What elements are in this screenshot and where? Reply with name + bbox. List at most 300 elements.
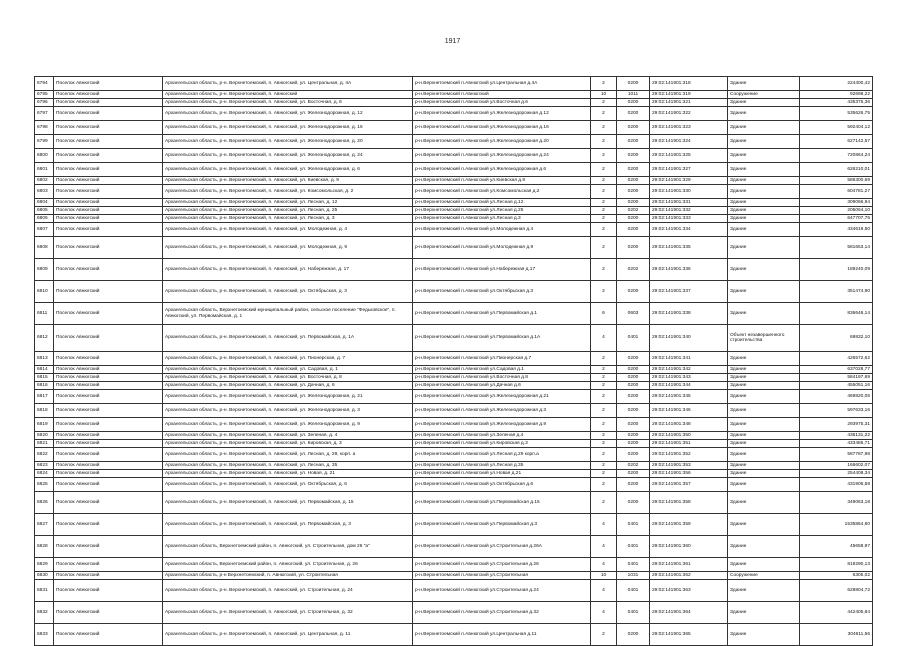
address-cell: Архангельская область, р-н. Верхнетоемский, п. Авнюгский, ул. Пионерская, д. 7 <box>163 352 413 366</box>
address-cell: Архангельская область, р-н. Верхнетоемский, п. Авнюгский, ул. Первомайская, д. 15 <box>163 492 413 514</box>
subtype-code-cell: 0401 <box>617 602 650 624</box>
address-cell: Архангельская область, р-н. Верхнетоемский, п. Авнюгский, ул. Первомайская, д. 1А <box>163 325 413 352</box>
type-code-cell: 4 <box>591 558 617 572</box>
address-cell: Архангельская область, р-н. Верхнетоемский, п. Авнюгский, ул. Железнодорожная, д. 9 <box>163 418 413 432</box>
subtype-code-cell: 0200 <box>617 352 650 366</box>
location-cell: р-н.Верхнетоемский п.Авнюгский ул.Зеленая д.4 <box>413 432 591 440</box>
subtype-code-cell: 0200 <box>617 185 650 199</box>
location-cell: р-н.Верхнетоемский п.Авнюгский ул.Первомайская д.15 <box>413 492 591 514</box>
cadastral-number-cell: 29:02:141901:362 <box>650 572 728 580</box>
address-cell: Архангельская область, р-н. Верхнетоемский, п. Авнюгский, ул. Железнодорожная, д. 21 <box>163 390 413 404</box>
type-code-cell: 2 <box>591 448 617 462</box>
cadastral-number-cell: 29:02:141901:319 <box>650 91 728 99</box>
cadastral-number-cell: 29:02:141901:361 <box>650 558 728 572</box>
object-type-cell: Здание <box>728 303 800 325</box>
subtype-code-cell: 0200 <box>617 478 650 492</box>
cadastral-number-cell: 29:02:141901:345 <box>650 390 728 404</box>
cadastral-number-cell: 29:02:141901:365 <box>650 624 728 646</box>
table-row <box>35 536 873 558</box>
type-code-cell: 2 <box>591 237 617 259</box>
row-number-cell: 6831 <box>35 580 54 602</box>
cadastral-number-cell: 29:02:141901:333 <box>650 215 728 223</box>
location-cell: р-н.Верхнетоемский п.Авнюгский ул.Железнодорожная д.12 <box>413 107 591 121</box>
row-number-cell: 6827 <box>35 514 54 536</box>
table-row <box>35 99 873 107</box>
address-cell: Архангельская область, р-н. Верхнетоемский, п. Авнюгский, ул. Октябрьская, д. 3 <box>163 281 413 303</box>
location-cell: р-н.Верхнетоемский п.Авнюгский ул.Железнодорожная д.20 <box>413 135 591 149</box>
object-type-cell: Здание <box>728 107 800 121</box>
address-cell: Архангельская область, Верхнетоемский район, п. Авнюгский, ул. Строительная, д. 26 <box>163 558 413 572</box>
cadastral-value-cell: 45658,97 <box>800 536 873 558</box>
type-code-cell: 2 <box>591 149 617 163</box>
location-cell: р-н.Верхнетоемский п.Авнюгский <box>413 91 591 99</box>
table-row <box>35 462 873 470</box>
object-type-cell: Здание <box>728 121 800 135</box>
settlement-name-cell: Поселок Авнюгский <box>54 492 163 514</box>
cadastral-value-cell: 349063,18 <box>800 492 873 514</box>
location-cell: р-н.Верхнетоемский п.Авнюгский ул.Железнодорожная д.6 <box>413 163 591 177</box>
table-row <box>35 281 873 303</box>
cadastral-value-cell: 819290,13 <box>800 558 873 572</box>
settlement-name-cell: Поселок Авнюгский <box>54 470 163 478</box>
location-cell: р-н.Верхнетоемский п.Авнюгский ул.Строительная д.26А <box>413 536 591 558</box>
location-cell: р-н.Верхнетоемский п.Авнюгский ул.Садовая д.1 <box>413 366 591 374</box>
subtype-code-cell: 0401 <box>617 536 650 558</box>
row-number-cell: 6798 <box>35 121 54 135</box>
object-type-cell: Здание <box>728 366 800 374</box>
row-number-cell: 6802 <box>35 177 54 185</box>
cadastral-value-cell: 435375,36 <box>800 99 873 107</box>
type-code-cell: 4 <box>591 536 617 558</box>
location-cell: р-н.Верхнетоемский п.Авнюгский ул.Лесная д.3 <box>413 215 591 223</box>
subtype-code-cell: 0200 <box>617 177 650 185</box>
subtype-code-cell: 0200 <box>617 448 650 462</box>
object-type-cell: Здание <box>728 237 800 259</box>
type-code-cell: 2 <box>591 470 617 478</box>
object-type-cell: Здание <box>728 624 800 646</box>
table-row <box>35 580 873 602</box>
cadastral-value-cell: 584197,69 <box>800 374 873 382</box>
subtype-code-cell: 0401 <box>617 325 650 352</box>
object-type-cell: Здание <box>728 259 800 281</box>
address-cell: Архангельская область, р-н. Верхнетоемский, п. Авнюгский, ул. Садовая, д. 1 <box>163 366 413 374</box>
row-number-cell: 6833 <box>35 624 54 646</box>
row-number-cell: 6814 <box>35 366 54 374</box>
cadastral-number-cell: 29:02:141901:344 <box>650 382 728 390</box>
subtype-code-cell: 0200 <box>617 121 650 135</box>
cadastral-value-cell: 434619,50 <box>800 223 873 237</box>
address-cell: Архангельская область, р-н. Верхнетоемский, п. Авнюгский, ул. Железнодорожная, д. 20 <box>163 135 413 149</box>
location-cell: р-н.Верхнетоемский п.Авнюгский ул.Железнодорожная д.9 <box>413 418 591 432</box>
table-row <box>35 303 873 325</box>
row-number-cell: 6794 <box>35 77 54 91</box>
object-type-cell: Здание <box>728 185 800 199</box>
table-row <box>35 390 873 404</box>
cadastral-value-cell: 6305,02 <box>800 572 873 580</box>
cadastral-value-cell: 628804,72 <box>800 580 873 602</box>
subtype-code-cell: 0200 <box>617 281 650 303</box>
cadastral-number-cell: 29:02:141901:324 <box>650 135 728 149</box>
object-type-cell: Здание <box>728 448 800 462</box>
subtype-code-cell: 0200 <box>617 492 650 514</box>
cadastral-value-cell: 69832,10 <box>800 325 873 352</box>
settlement-name-cell: Поселок Авнюгский <box>54 163 163 177</box>
object-type-cell: Здание <box>728 390 800 404</box>
type-code-cell: 2 <box>591 185 617 199</box>
table-row <box>35 177 873 185</box>
cadastral-number-cell: 29:02:141901:359 <box>650 514 728 536</box>
row-number-cell: 6830 <box>35 572 54 580</box>
table-row <box>35 572 873 580</box>
settlement-name-cell: Поселок Авнюгский <box>54 418 163 432</box>
settlement-name-cell: Поселок Авнюгский <box>54 121 163 135</box>
cadastral-number-cell: 29:02:141901:323 <box>650 121 728 135</box>
object-type-cell: Объект незавершенного строительства <box>728 325 800 352</box>
table-row <box>35 514 873 536</box>
row-number-cell: 6801 <box>35 163 54 177</box>
cadastral-number-cell: 29:02:141901:353 <box>650 462 728 470</box>
cadastral-number-cell: 29:02:141901:340 <box>650 325 728 352</box>
object-type-cell: Здание <box>728 478 800 492</box>
settlement-name-cell: Поселок Авнюгский <box>54 602 163 624</box>
row-number-cell: 6795 <box>35 91 54 99</box>
object-type-cell: Здание <box>728 223 800 237</box>
table-row <box>35 418 873 432</box>
address-cell: Архангельская область, р-н. Верхнетоемский, п. Авнюгский, ул. Железнодорожная, д. 24 <box>163 149 413 163</box>
subtype-code-cell: 0200 <box>617 77 650 91</box>
row-number-cell: 6805 <box>35 207 54 215</box>
cadastral-number-cell: 29:02:141901:336 <box>650 259 728 281</box>
table-row <box>35 366 873 374</box>
cadastral-value-cell: 1535864,60 <box>800 514 873 536</box>
settlement-name-cell: Поселок Авнюгский <box>54 237 163 259</box>
type-code-cell: 2 <box>591 624 617 646</box>
subtype-code-cell: 0202 <box>617 259 650 281</box>
type-code-cell: 2 <box>591 281 617 303</box>
subtype-code-cell: 0200 <box>617 149 650 163</box>
subtype-code-cell: 0200 <box>617 374 650 382</box>
page-number: 1917 <box>444 38 461 45</box>
settlement-name-cell: Поселок Авнюгский <box>54 572 163 580</box>
address-cell: Архангельская область, р-н Верхнетоемский, п. Авнюгский, ул. Строительная <box>163 572 413 580</box>
row-number-cell: 6811 <box>35 303 54 325</box>
table-row <box>35 121 873 135</box>
cadastral-number-cell: 29:02:141901:327 <box>650 163 728 177</box>
address-cell: Архангельская область, р-н. Верхнетоемский, п. Авнюгский, ул. Киевская, д. 9 <box>163 177 413 185</box>
location-cell: р-н.Верхнетоемский п.Авнюгский ул.Железнодорожная д.24 <box>413 149 591 163</box>
location-cell: р-н.Верхнетоемский п.Авнюгский ул.Строительная д.24 <box>413 580 591 602</box>
cadastral-number-cell: 29:02:141901:343 <box>650 374 728 382</box>
table-row <box>35 237 873 259</box>
address-cell: Архангельская область, р-н. Верхнетоемский, п. Авнюгский, ул. Строительная, д. 24 <box>163 580 413 602</box>
cadastral-value-cell: 647707,75 <box>800 215 873 223</box>
row-number-cell: 6816 <box>35 382 54 390</box>
address-cell: Архангельская область, р-н. Верхнетоемский, п. Авнюгский, ул. Центральная, д. 11 <box>163 624 413 646</box>
location-cell: р-н.Верхнетоемский п.Авнюгский ул.Строительная д.26 <box>413 558 591 572</box>
cadastral-value-cell: 351474,90 <box>800 281 873 303</box>
type-code-cell: 2 <box>591 199 617 207</box>
location-cell: р-н.Верхнетоемский п.Авнюгский ул.Лесная д.35 <box>413 462 591 470</box>
object-type-cell: Здание <box>728 418 800 432</box>
location-cell: р-н.Верхнетоемский п.Авнюгский ул.Центральная д.4А <box>413 77 591 91</box>
location-cell: р-н.Верхнетоемский п.Авнюгский ул.Первомайская д.1 <box>413 303 591 325</box>
location-cell: р-н.Верхнетоемский п.Авнюгский ул.Киевская д.9 <box>413 177 591 185</box>
cadastral-value-table <box>34 76 873 646</box>
cadastral-value-cell: 637028,77 <box>800 366 873 374</box>
object-type-cell: Здание <box>728 514 800 536</box>
table-row <box>35 91 873 99</box>
address-cell: Архангельская область, р-н. Верхнетоемский, п. Авнюгский, ул. Железнодорожная, д. 3 <box>163 404 413 418</box>
cadastral-value-cell: 587787,98 <box>800 448 873 462</box>
address-cell: Архангельская область, р-н. Верхнетоемский, п. Авнюгский, ул. Лесная, д. 29, корп. а <box>163 448 413 462</box>
table-row <box>35 602 873 624</box>
type-code-cell: 2 <box>591 135 617 149</box>
row-number-cell: 6822 <box>35 448 54 462</box>
location-cell: р-н.Верхнетоемский п.Авнюгский ул.Восточная д.6 <box>413 99 591 107</box>
cadastral-value-cell: 304611,56 <box>800 624 873 646</box>
table-row <box>35 440 873 448</box>
subtype-code-cell: 0200 <box>617 135 650 149</box>
address-cell: Архангельская область, р-н. Верхнетоемский, п. Авнюгский, ул. Набережная, д. 17 <box>163 259 413 281</box>
cadastral-value-cell: 535626,75 <box>800 107 873 121</box>
row-number-cell: 6797 <box>35 107 54 121</box>
object-type-cell: Здание <box>728 404 800 418</box>
type-code-cell: 4 <box>591 580 617 602</box>
cadastral-value-cell: 254408,34 <box>800 470 873 478</box>
cadastral-number-cell: 29:02:141901:360 <box>650 536 728 558</box>
subtype-code-cell: 0200 <box>617 163 650 177</box>
row-number-cell: 6804 <box>35 199 54 207</box>
type-code-cell: 2 <box>591 77 617 91</box>
settlement-name-cell: Поселок Авнюгский <box>54 325 163 352</box>
type-code-cell: 2 <box>591 390 617 404</box>
cadastral-number-cell: 29:02:141901:341 <box>650 352 728 366</box>
subtype-code-cell: 0603 <box>617 303 650 325</box>
location-cell: р-н.Верхнетоемский п.Авнюгский ул.Пионерская д.7 <box>413 352 591 366</box>
row-number-cell: 6825 <box>35 478 54 492</box>
cadastral-value-cell: 426572,62 <box>800 352 873 366</box>
settlement-name-cell: Поселок Авнюгский <box>54 366 163 374</box>
type-code-cell: 2 <box>591 352 617 366</box>
table-row <box>35 624 873 646</box>
location-cell: р-н.Верхнетоемский п.Авнюгский ул.Железнодорожная д.3 <box>413 404 591 418</box>
location-cell: р-н.Верхнетоемский п.Авнюгский ул.Дачная д.6 <box>413 382 591 390</box>
type-code-cell: 4 <box>591 325 617 352</box>
subtype-code-cell: 1031 <box>617 572 650 580</box>
subtype-code-cell: 0200 <box>617 223 650 237</box>
settlement-name-cell: Поселок Авнюгский <box>54 215 163 223</box>
row-number-cell: 6832 <box>35 602 54 624</box>
settlement-name-cell: Поселок Авнюгский <box>54 149 163 163</box>
object-type-cell: Здание <box>728 215 800 223</box>
location-cell: р-н.Верхнетоемский п.Авнюгский ул.Набережная д.17 <box>413 259 591 281</box>
table-row <box>35 207 873 215</box>
cadastral-value-cell: 436131,22 <box>800 432 873 440</box>
table-row <box>35 448 873 462</box>
cadastral-value-cell: 166602,07 <box>800 462 873 470</box>
object-type-cell: Здание <box>728 177 800 185</box>
row-number-cell: 6813 <box>35 352 54 366</box>
table-row <box>35 325 873 352</box>
table-body <box>35 77 873 646</box>
table-row <box>35 107 873 121</box>
settlement-name-cell: Поселок Авнюгский <box>54 303 163 325</box>
cadastral-value-cell: 92698,22 <box>800 91 873 99</box>
object-type-cell: Здание <box>728 281 800 303</box>
location-cell: р-н.Верхнетоемский п.Авнюгский ул.Лесная д.25 <box>413 207 591 215</box>
settlement-name-cell: Поселок Авнюгский <box>54 223 163 237</box>
subtype-code-cell: 0200 <box>617 440 650 448</box>
type-code-cell: 2 <box>591 99 617 107</box>
location-cell: р-н.Верхнетоемский п.Авнюгский ул.Первомайская д.3 <box>413 514 591 536</box>
location-cell: р-н.Верхнетоемский п.Авнюгский ул.Железнодорожная д.16 <box>413 121 591 135</box>
subtype-code-cell: 0200 <box>617 390 650 404</box>
location-cell: р-н.Верхнетоемский п.Авнюгский ул.Восточная д.8 <box>413 374 591 382</box>
subtype-code-cell: 0200 <box>617 215 650 223</box>
settlement-name-cell: Поселок Авнюгский <box>54 107 163 121</box>
address-cell: Архангельская область, р-н. Верхнетоемский, п. Авнюгский, ул. Молодежная, д. 4 <box>163 223 413 237</box>
settlement-name-cell: Поселок Авнюгский <box>54 281 163 303</box>
subtype-code-cell: 0200 <box>617 237 650 259</box>
location-cell: р-н.Верхнетоемский п.Авнюгский ул.Лесная д.12 <box>413 199 591 207</box>
cadastral-number-cell: 29:02:141901:325 <box>650 149 728 163</box>
row-number-cell: 6809 <box>35 259 54 281</box>
object-type-cell: Здание <box>728 163 800 177</box>
address-cell: Архангельская область, р-н. Верхнетоемский, п. Авнюгский, ул. Восточная, д. 8 <box>163 374 413 382</box>
subtype-code-cell: 0200 <box>617 382 650 390</box>
cadastral-number-cell: 29:02:141901:331 <box>650 199 728 207</box>
cadastral-value-cell: 431906,58 <box>800 478 873 492</box>
object-type-cell: Здание <box>728 382 800 390</box>
row-number-cell: 6812 <box>35 325 54 352</box>
cadastral-number-cell: 29:02:141901:337 <box>650 281 728 303</box>
address-cell: Архангельская область, р-н. Верхнетоемский, п. Авнюгский, ул. Центральная, д. 4А <box>163 77 413 91</box>
address-cell: Архангельская область, р-н. Верхнетоемский, п. Авнюгский, ул. Лесная, д. 3 <box>163 215 413 223</box>
address-cell: Архангельская область, р-н. Верхнетоемский, п. Авнюгский, ул. Дачная, д. 6 <box>163 382 413 390</box>
table-row <box>35 223 873 237</box>
subtype-code-cell: 0202 <box>617 462 650 470</box>
address-cell: Архангельская область, р-н. Верхнетоемский, п. Авнюгский, ул. Восточная, д. 6 <box>163 99 413 107</box>
object-type-cell: Здание <box>728 462 800 470</box>
table-row <box>35 215 873 223</box>
type-code-cell: 2 <box>591 440 617 448</box>
subtype-code-cell: 0200 <box>617 418 650 432</box>
type-code-cell: 2 <box>591 478 617 492</box>
location-cell: р-н.Верхнетоемский п.Авнюгский ул.Молодежная д.9 <box>413 237 591 259</box>
settlement-name-cell: Поселок Авнюгский <box>54 91 163 99</box>
cadastral-value-cell: 626210,01 <box>800 163 873 177</box>
object-type-cell: Здание <box>728 149 800 163</box>
address-cell: Архангельская область, Верхнетоемский муниципальный район, сельское поселение "Федьковское", п. Авнюгский, ул. Первомайская, д. 1 <box>163 303 413 325</box>
cadastral-value-cell: 604781,27 <box>800 185 873 199</box>
settlement-name-cell: Поселок Авнюгский <box>54 177 163 185</box>
type-code-cell: 4 <box>591 514 617 536</box>
settlement-name-cell: Поселок Авнюгский <box>54 514 163 536</box>
address-cell: Архангельская область, р-н. Верхнетоемский, п. Авнюгский, ул. Кировская, д. 3 <box>163 440 413 448</box>
type-code-cell: 2 <box>591 259 617 281</box>
cadastral-number-cell: 29:02:141901:356 <box>650 470 728 478</box>
cadastral-number-cell: 29:02:141901:332 <box>650 207 728 215</box>
settlement-name-cell: Поселок Авнюгский <box>54 382 163 390</box>
subtype-code-cell: 0200 <box>617 432 650 440</box>
settlement-name-cell: Поселок Авнюгский <box>54 207 163 215</box>
table-row <box>35 77 873 91</box>
type-code-cell: 10 <box>591 91 617 99</box>
location-cell: р-н.Верхнетоемский п.Авнюгский ул.Железнодорожная д.21 <box>413 390 591 404</box>
address-cell: Архангельская область, р-н. Верхнетоемский, п. Авнюгский, ул. Новая, д. 21 <box>163 470 413 478</box>
object-type-cell: Здание <box>728 352 800 366</box>
cadastral-value-cell: 581653,14 <box>800 237 873 259</box>
table-row <box>35 185 873 199</box>
cadastral-number-cell: 29:02:141901:352 <box>650 448 728 462</box>
settlement-name-cell: Поселок Авнюгский <box>54 536 163 558</box>
object-type-cell: Здание <box>728 199 800 207</box>
type-code-cell: 2 <box>591 163 617 177</box>
cadastral-number-cell: 29:02:141901:330 <box>650 185 728 199</box>
settlement-name-cell: Поселок Авнюгский <box>54 135 163 149</box>
address-cell: Архангельская область, р-н. Верхнетоемский, п. Авнюгский, ул. Зеленая, д. 4 <box>163 432 413 440</box>
cadastral-number-cell: 29:02:141901:342 <box>650 366 728 374</box>
address-cell: Архангельская область, р-н. Верхнетоемский, п. Авнюгский, ул. Железнодорожная, д. 16 <box>163 121 413 135</box>
type-code-cell: 2 <box>591 223 617 237</box>
subtype-code-cell: 0401 <box>617 514 650 536</box>
table-row <box>35 149 873 163</box>
cadastral-value-cell: 189240,09 <box>800 259 873 281</box>
settlement-name-cell: Поселок Авнюгский <box>54 558 163 572</box>
type-code-cell: 2 <box>591 177 617 185</box>
location-cell: р-н.Верхнетоемский п.Авнюгский ул.Комсомольская д.2 <box>413 185 591 199</box>
settlement-name-cell: Поселок Авнюгский <box>54 352 163 366</box>
row-number-cell: 6799 <box>35 135 54 149</box>
address-cell: Архангельская область, р-н. Верхнетоемский, п. Авнюгский, ул. Октябрьская, д. 6 <box>163 478 413 492</box>
settlement-name-cell: Поселок Авнюгский <box>54 259 163 281</box>
object-type-cell: Здание <box>728 207 800 215</box>
row-number-cell: 6808 <box>35 237 54 259</box>
row-number-cell: 6829 <box>35 558 54 572</box>
table-row <box>35 558 873 572</box>
cadastral-number-cell: 29:02:141901:334 <box>650 223 728 237</box>
type-code-cell: 2 <box>591 215 617 223</box>
row-number-cell: 6824 <box>35 470 54 478</box>
object-type-cell: Здание <box>728 492 800 514</box>
cadastral-number-cell: 29:02:141901:318 <box>650 77 728 91</box>
settlement-name-cell: Поселок Авнюгский <box>54 580 163 602</box>
cadastral-value-cell: 293975,31 <box>800 418 873 432</box>
table-row <box>35 404 873 418</box>
subtype-code-cell: 0200 <box>617 199 650 207</box>
row-number-cell: 6820 <box>35 432 54 440</box>
settlement-name-cell: Поселок Авнюгский <box>54 404 163 418</box>
object-type-cell: Здание <box>728 99 800 107</box>
type-code-cell: 6 <box>591 303 617 325</box>
table-row <box>35 135 873 149</box>
subtype-code-cell: 0200 <box>617 107 650 121</box>
address-cell: Архангельская область, р-н. Верхнетоемский, п. Авнюгский, ул. Комсомольская, д. 2 <box>163 185 413 199</box>
type-code-cell: 2 <box>591 382 617 390</box>
cadastral-number-cell: 29:02:141901:348 <box>650 418 728 432</box>
cadastral-number-cell: 29:02:141901:357 <box>650 478 728 492</box>
location-cell: р-н.Верхнетоемский п.Авнюгский ул.Строительная д.32 <box>413 602 591 624</box>
object-type-cell: Здание <box>728 440 800 448</box>
object-type-cell: Здание <box>728 602 800 624</box>
cadastral-number-cell: 29:02:141901:346 <box>650 404 728 418</box>
cadastral-number-cell: 29:02:141901:335 <box>650 237 728 259</box>
object-type-cell: Здание <box>728 470 800 478</box>
type-code-cell: 4 <box>591 602 617 624</box>
row-number-cell: 6810 <box>35 281 54 303</box>
address-cell: Архангельская область, р-н. Верхнетоемский, п. Авнюгский, ул. Лесная, д. 12 <box>163 199 413 207</box>
row-number-cell: 6817 <box>35 390 54 404</box>
